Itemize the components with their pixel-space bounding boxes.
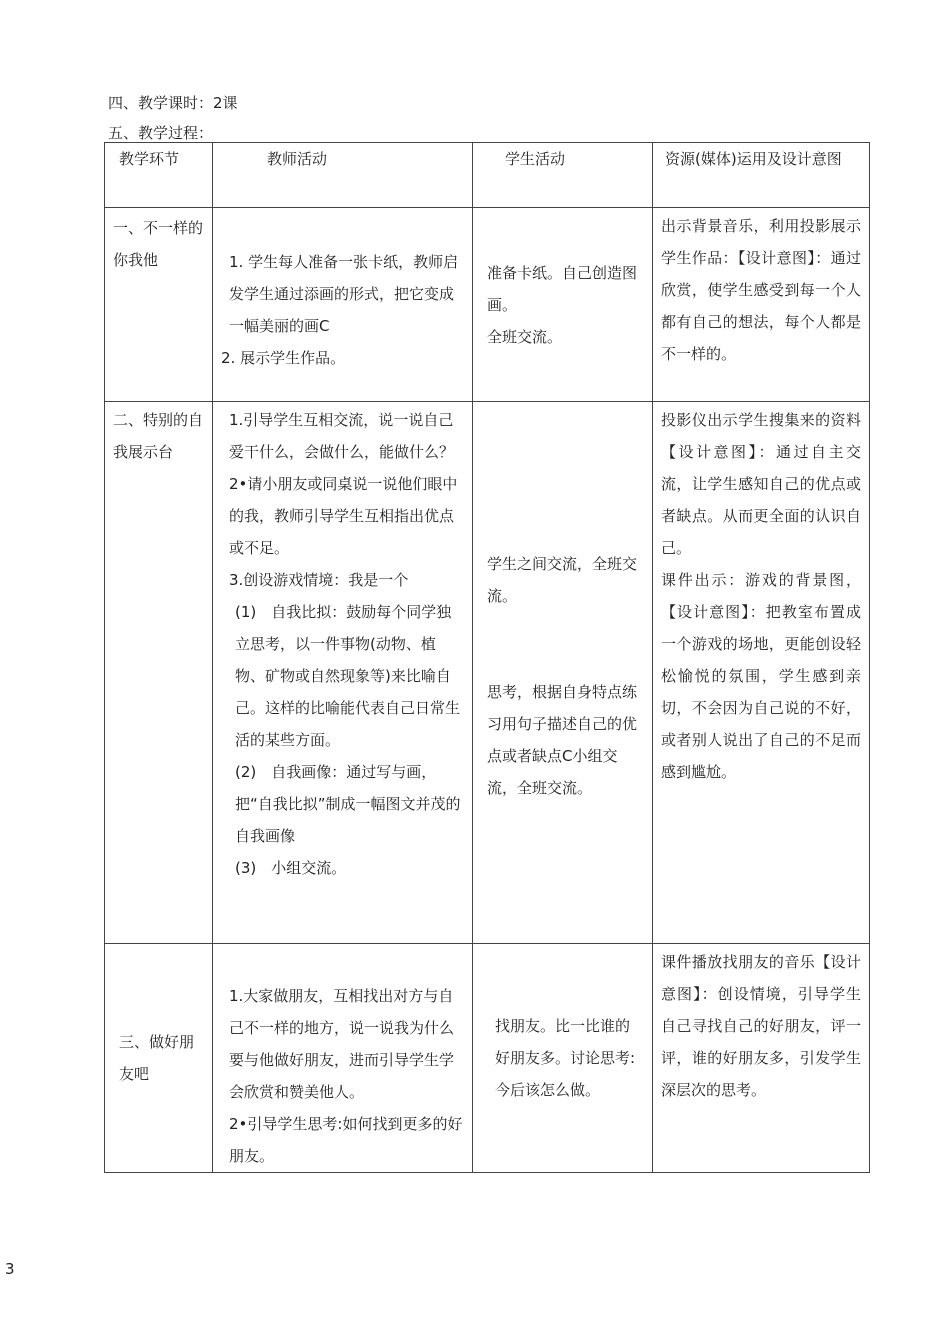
resource-note: 课件出示：游戏的背景图，【设计意图】：把教室布置成一个游戏的场地，更能创设轻松愉悦的氛围，学生感到亲切，不会因为自己说的不好，或者别人说出了自己的不足而感到尴尬。	[661, 571, 861, 781]
header-stage: 教学环节	[105, 143, 213, 208]
teacher-substep: (3) 小组交流。	[235, 859, 347, 877]
teacher-step: 2•引导学生思考:如何找到更多的好朋友。	[229, 1115, 463, 1165]
resource-cell	[653, 402, 870, 944]
page-number: 3	[5, 1260, 15, 1278]
stage-cell: 三、做好朋友吧	[105, 944, 213, 1173]
resource-cell	[653, 208, 870, 402]
student-activity: 思考，根据自身特点练习用句子描述自己的优点或者缺点C小组交流，全班交流。	[487, 683, 638, 797]
teacher-step: 1. 学生每人准备一张卡纸，教师启发学生通过添画的形式，把它变成一幅美丽的画C	[229, 253, 459, 335]
teacher-cell	[213, 402, 473, 944]
header-resource: 资源(媒体)运用及设计意图	[653, 143, 870, 208]
table-row	[105, 944, 870, 1173]
student-activity: 找朋友。比一比谁的好朋友多。讨论思考:今后该怎么做。	[495, 1017, 636, 1099]
student-cell	[473, 944, 653, 1173]
resource-note: 课件播放找朋友的音乐【设计意图】：创设情境，引导学生自己寻找自己的好朋友，评一评，谁的好朋友多，引发学生深层次的思考。	[661, 953, 861, 1099]
teacher-cell	[213, 944, 473, 1173]
lesson-process-table	[104, 142, 870, 1173]
table-row	[105, 208, 870, 402]
section-heading-hours: 四、教学课时：2课	[108, 94, 238, 112]
teacher-step: 1.大家做朋友，互相找出对方与自己不一样的地方，说一说我为什么要与他做好朋友，进而引导学生学会欣赏和赞美他人。	[229, 987, 455, 1101]
header-student: 学生活动	[473, 143, 653, 208]
student-cell	[473, 208, 653, 402]
resource-cell	[653, 944, 870, 1173]
teacher-substep: (1) 自我比拟：鼓励每个同学独立思考，以一件事物(动物、植物、矿物或自然现象等)来比喻自己。这样的比喻能代表自己日常生活的某些方面。	[235, 603, 461, 749]
teacher-step: 2. 展示学生作品。	[221, 349, 346, 367]
stage-cell: 二、特别的自我展示台	[105, 402, 213, 944]
header-teacher: 教师活动	[213, 143, 473, 208]
stage-cell: 一、不一样的你我他	[105, 208, 213, 402]
teacher-step: 1.引导学生互相交流，说一说自己爱干什么，会做什么，能做什么？	[229, 411, 455, 461]
section-heading-process: 五、教学过程：	[108, 124, 214, 142]
resource-note: 投影仪出示学生搜集来的资料【设计意图】：通过自主交流，让学生感知自己的优点或者缺点。从而更全面的认识自己。	[661, 411, 861, 557]
table-header-row	[105, 143, 870, 208]
resource-note: 出示背景音乐，利用投影展示学生作品：【设计意图】：通过欣赏，使学生感受到每一个人都有自己的想法，每个人都是不一样的。	[661, 217, 861, 363]
table-row	[105, 402, 870, 944]
student-activity: 准备卡纸。自己创造图画。	[487, 263, 638, 314]
student-activity: 全班交流。	[487, 327, 563, 346]
student-cell	[473, 402, 653, 944]
teacher-step: 2•请小朋友或同桌说一说他们眼中的我，教师引导学生互相指出优点或不足。	[229, 475, 458, 557]
teacher-step: 3.创设游戏情境：我是一个	[229, 571, 409, 589]
teacher-cell	[213, 208, 473, 402]
teacher-substep: (2) 自我画像：通过写与画，把“自我比拟”制成一幅图文并茂的自我画像	[235, 763, 461, 845]
student-activity: 学生之间交流，全班交流。	[487, 555, 638, 605]
